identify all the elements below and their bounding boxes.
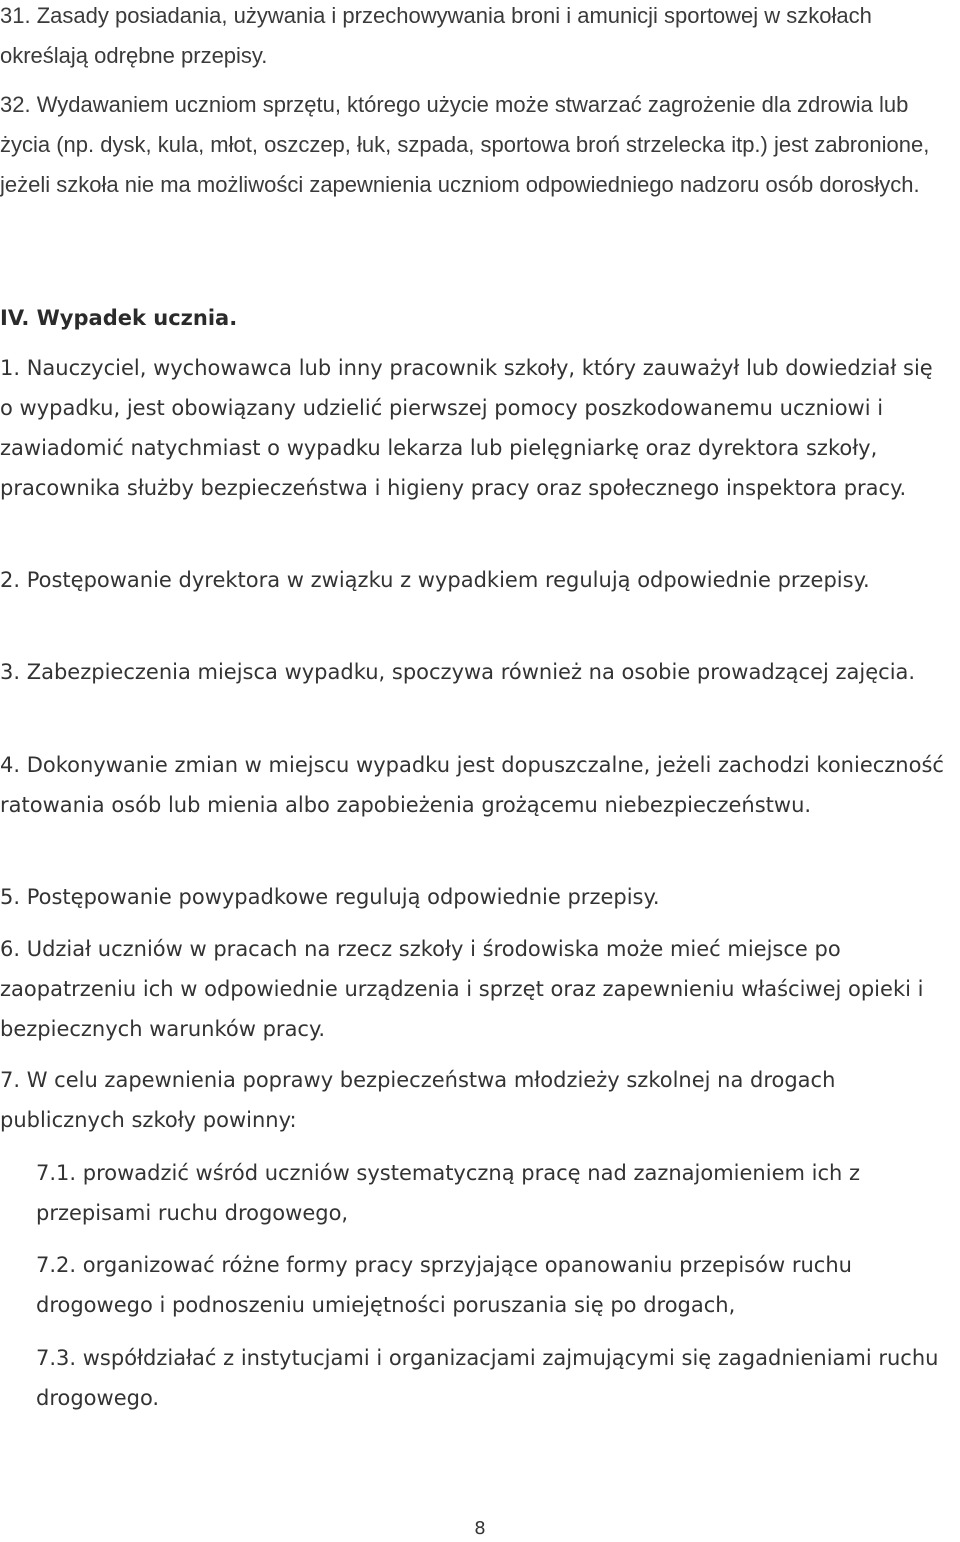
section-heading: IV. Wypadek ucznia. (0, 306, 238, 330)
page-number: 8 (474, 1518, 486, 1539)
paragraph-31: 31. Zasady posiadania, używania i przechowywania broni i amunicji sportowej w szkołach określają odrębne przepisy. (0, 3, 872, 68)
sub-item-7-1: 7.1. prowadzić wśród uczniów systematyczną pracę nad zaznajomieniem ich z przepisami ruchu drogowego, (36, 1161, 861, 1225)
list-item-4: 4. Dokonywanie zmian w miejscu wypadku jest dopuszczalne, jeżeli zachodzi konieczność ratowania osób lub mienia albo zapobieżenia grożącemu niebezpieczeństwu. (0, 753, 944, 817)
sub-item-7-2: 7.2. organizować różne formy pracy sprzyjające opanowaniu przepisów ruchu drogowego i podnoszeniu umiejętności poruszania się po drogach, (36, 1253, 852, 1317)
list-item-1: 1. Nauczyciel, wychowawca lub inny pracownik szkoły, który zauważył lub dowiedział się o wypadku, jest obowiązany udzielić pierwszej pomocy poszkodowanemu uczniowi i zawiadomić natychmiast o wypadku lekarza lub pielęgniarkę oraz dyrektora szkoły, pracownika służby bezpieczeństwa i higieny pracy oraz społecznego inspektora pracy. (0, 356, 933, 500)
list-item-6: 6. Udział uczniów w pracach na rzecz szkoły i środowiska może mieć miejsce po zaopatrzeniu ich w odpowiednie urządzenia i sprzęt oraz zapewnieniu właściwej opieki i bezpiecznych warunków pracy. (0, 937, 924, 1041)
list-item-7: 7. W celu zapewnienia poprawy bezpieczeństwa młodzieży szkolnej na drogach publicznych szkoły powinny: (0, 1068, 836, 1132)
paragraph-32: 32. Wydawaniem uczniom sprzętu, którego użycie może stwarzać zagrożenie dla zdrowia lub życia (np. dysk, kula, młot, oszczep, łuk, szpada, sportowa broń strzelecka itp.) jest zabronione, jeżeli szkoła nie ma możliwości zapewnienia uczniom odpowiedniego nadzoru osób dorosłych. (0, 92, 930, 197)
list-item-5: 5. Postępowanie powypadkowe regulują odpowiednie przepisy. (0, 885, 660, 909)
sub-item-7-3: 7.3. współdziałać z instytucjami i organizacjami zajmującymi się zagadnieniami ruchu drogowego. (36, 1346, 939, 1410)
list-item-3: 3. Zabezpieczenia miejsca wypadku, spoczywa również na osobie prowadzącej zajęcia. (0, 660, 916, 684)
list-item-2: 2. Postępowanie dyrektora w związku z wypadkiem regulują odpowiednie przepisy. (0, 568, 870, 592)
